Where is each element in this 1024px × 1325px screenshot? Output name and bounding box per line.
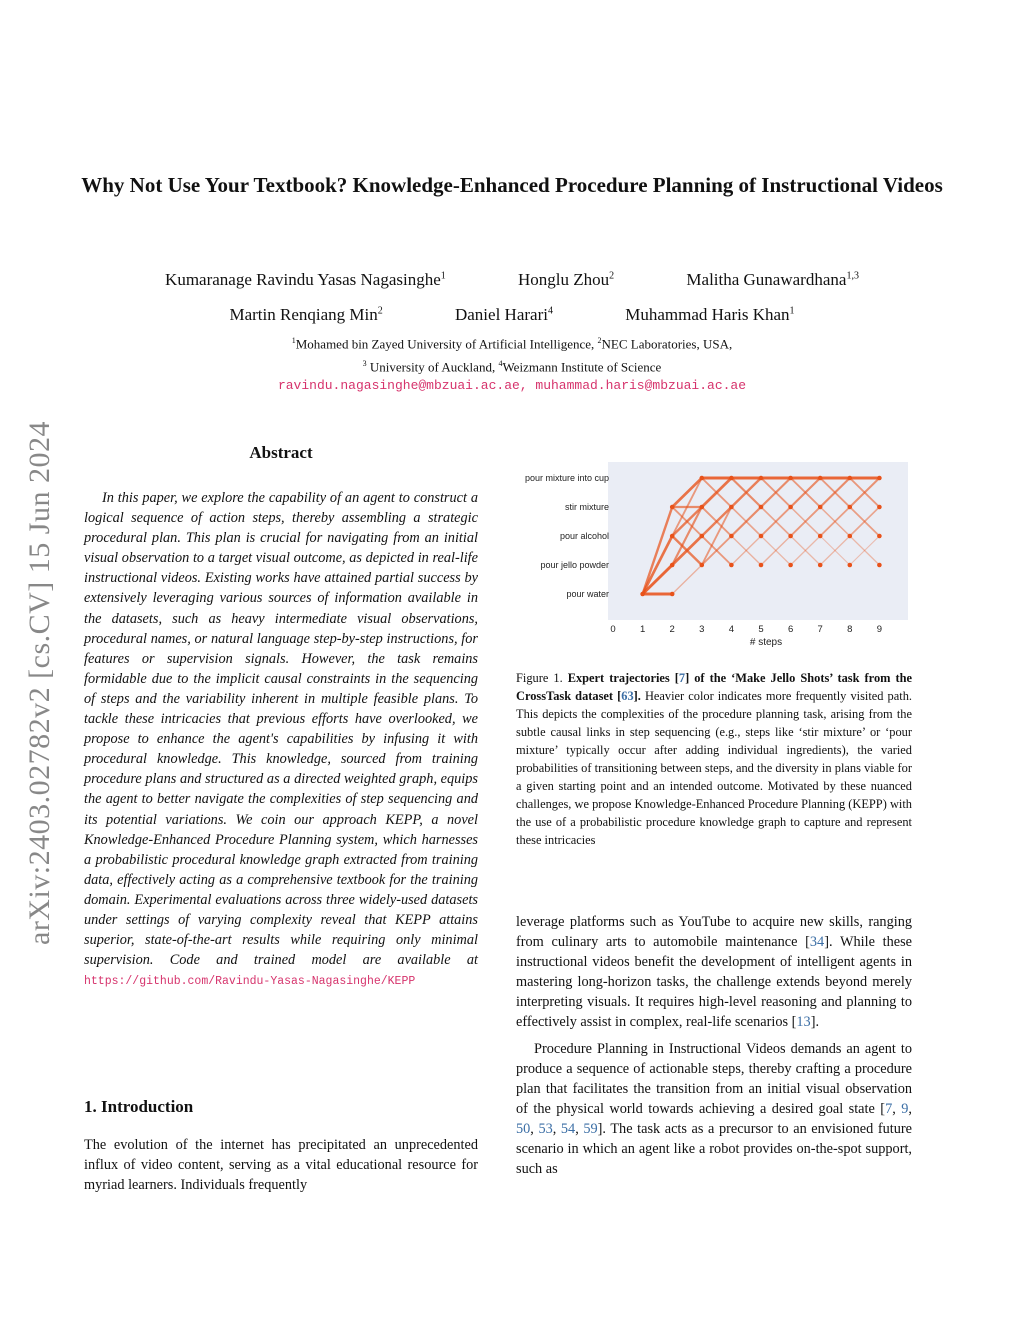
step-node <box>700 505 705 510</box>
step-node <box>729 476 734 481</box>
author: Martin Renqiang Min$^2$ <box>229 305 383 324</box>
step-node <box>788 476 793 481</box>
step-node <box>877 505 882 510</box>
x-tick-labels <box>610 624 882 635</box>
paragraph: Procedure Planning in Instructional Videos demands an agent to produce a sequence of actionable steps, thereby crafting a procedure plan that facilitates the transition from an initial visual observation of the physical world towards achieving a desired goal state [7, 9, 50, 53, 54, 59]. The task acts as a precursor to an envisioned future scenario in which an agent like a robot provides on-the-spot support, such as <box>516 1040 912 1178</box>
step-node <box>818 563 823 568</box>
x-tick-label: 6 <box>787 624 794 635</box>
citation-link[interactable]: 59 <box>583 1120 598 1137</box>
step-node <box>759 505 764 510</box>
step-node <box>877 476 882 481</box>
figure-1-caption: Figure 1. Expert trajectories [7] of the ‘Make Jello Shots’ task from the CrossTask dataset [63]. Heavier color indicates more frequently visited path. This depicts the complexities of the procedure planning task, arising from the subtle causal links in step sequencing (e.g., steps like ‘stir mixture’ or ‘pour mixture’ typically occur after adding individual ingredients), the varied probabilities of transitioning between steps, and the diversity in plans viable for a given starting point and an intended outcome. Motivated by these nuanced challenges, we propose Knowledge-Enhanced Procedure Planning (KEPP) with the use of a probabilistic procedure knowledge graph to capture and represent these intricacies <box>516 671 912 847</box>
abstract-body <box>84 488 478 992</box>
y-tick-label: stir mixture <box>564 502 609 512</box>
step-node <box>700 534 705 539</box>
step-node <box>640 592 645 597</box>
author: Malitha Gunawardhana$^{1,3}$ <box>686 270 859 289</box>
y-tick-label: pour mixture into cup <box>524 473 609 483</box>
affiliation-line-1: $^1$Mohamed bin Zayed University of Artificial Intelligence, $^2$NEC Laboratories, USA, <box>291 336 733 352</box>
introduction-paragraph: The evolution of the internet has precipitated an unprecedented influx of video content, serving as a vital educational resource for myriad learners. Individuals frequently <box>84 1137 478 1194</box>
step-node <box>788 505 793 510</box>
x-tick-label: 7 <box>817 624 823 635</box>
abstract-text: In this paper, we explore the capability of an agent to construct a logical sequence of action steps, thereby assembling a strategic procedural plan. This plan is crucial for navigating from an initial visual observation to a target visual outcome, as depicted in real-life instructional videos. Existing works have attained partial success by extensively leveraging various sources of information available in the datasets, such as heavy intermediate visual observations, procedural names, or natural language step-by-step instructions, for features or supervision signals. However, the task remains formidable due to the implicit causal constraints in the sequencing of steps and the variability inherent in multiple feasible plans. To tackle these intricacies that previous efforts have overlooked, we propose to enhance the agent's capabilities by infusing it with procedural knowledge. This knowledge, sourced from training procedure plans and structured as a directed weighted graph, equips the agent to better navigate the complexities of step sequencing and its potential variations. We coin our approach KEPP, a novel Knowledge-Enhanced Procedure Planning system, which harnesses a probabilistic procedural knowledge graph extracted from training data, effectively acting as a comprehensive textbook for the training domain. Experimental evaluations across three widely-used datasets under settings of varying complexity reveal that KEPP attains superior, state-of-the-art results while requiring only minimal supervision. Code and trained model are available at <box>84 490 478 969</box>
x-tick-label: 1 <box>639 624 646 635</box>
x-tick-label: 5 <box>758 624 764 635</box>
figure-1-chart <box>508 462 918 650</box>
author: Daniel Harari$^4$ <box>454 305 553 324</box>
step-node <box>700 563 705 568</box>
step-node <box>670 563 675 568</box>
citation-link[interactable]: 34 <box>809 934 825 951</box>
y-tick-labels <box>525 473 609 599</box>
step-node <box>818 534 823 539</box>
citation-link[interactable]: 50 <box>516 1120 531 1137</box>
affiliation-line-2: $^3$ University of Auckland, $^4$Weizmann Institute of Science <box>362 359 662 375</box>
x-axis-label: # steps <box>749 637 783 648</box>
step-node <box>759 563 764 568</box>
step-node <box>759 476 764 481</box>
right-column-text <box>516 912 912 1185</box>
step-node <box>670 534 675 539</box>
step-node <box>818 476 823 481</box>
citation-link[interactable]: 63 <box>621 689 634 703</box>
x-tick-label: 9 <box>876 624 883 635</box>
plot-background <box>608 462 908 620</box>
x-tick-label: 4 <box>728 624 735 635</box>
arxiv-identifier: arXiv:2403.02782v2 [cs.CV] 15 Jun 2024 <box>23 421 56 945</box>
step-node <box>700 476 705 481</box>
citation-link[interactable]: 7 <box>678 671 686 685</box>
step-node <box>877 534 882 539</box>
y-tick-label: pour water <box>566 589 609 599</box>
step-node <box>729 563 734 568</box>
step-node <box>848 563 853 568</box>
step-node <box>729 505 734 510</box>
authors-row-1 <box>60 270 964 290</box>
abstract-heading: Abstract <box>249 443 313 462</box>
x-tick-label: 0 <box>610 624 616 635</box>
citation-link[interactable]: 7 <box>885 1100 893 1117</box>
x-tick-label: 2 <box>669 624 675 635</box>
step-node <box>848 476 853 481</box>
y-tick-label: pour jello powder <box>540 560 609 570</box>
step-node <box>848 505 853 510</box>
citation-link[interactable]: 9 <box>901 1100 909 1117</box>
step-node <box>670 505 675 510</box>
x-tick-label: 8 <box>847 624 853 635</box>
paper-title: Why Not Use Your Textbook? Knowledge-Enhanced Procedure Planning of Instructional Videos <box>81 173 943 197</box>
step-node <box>788 563 793 568</box>
citation-link[interactable]: 54 <box>560 1120 576 1137</box>
citation-link[interactable]: 53 <box>538 1120 553 1137</box>
y-tick-label: pour alcohol <box>559 531 609 541</box>
paragraph: leverage platforms such as YouTube to acquire new skills, ranging from culinary arts to automobile maintenance [34]. While these instructional videos benefit the development of intelligent agents in mastering long-horizon tasks, the challenge extends beyond merely interpreting visuals. It requires high-level reasoning and planning to effectively assist in complex, real-life scenarios [13]. <box>516 914 912 1031</box>
step-node <box>670 592 675 597</box>
authors-row-2 <box>60 305 964 325</box>
section-heading-introduction: 1. Introduction <box>84 1097 194 1116</box>
author: Honglu Zhou$^2$ <box>518 270 615 289</box>
author: Kumaranage Ravindu Yasas Nagasinghe$^1$ <box>165 270 446 289</box>
step-node <box>759 534 764 539</box>
step-node <box>788 534 793 539</box>
x-tick-label: 3 <box>699 624 705 635</box>
step-node <box>818 505 823 510</box>
step-node <box>877 563 882 568</box>
step-node <box>848 534 853 539</box>
author: Muhammad Haris Khan$^1$ <box>625 305 795 324</box>
code-link[interactable]: https://github.com/Ravindu-Yasas-Nagasinghe/KEPP <box>84 975 416 989</box>
step-node <box>729 534 734 539</box>
author-emails[interactable]: ravindu.nagasinghe@mbzuai.ac.ae, muhammad.haris@mbzuai.ac.ae <box>277 378 747 393</box>
citation-link[interactable]: 13 <box>796 1014 811 1031</box>
